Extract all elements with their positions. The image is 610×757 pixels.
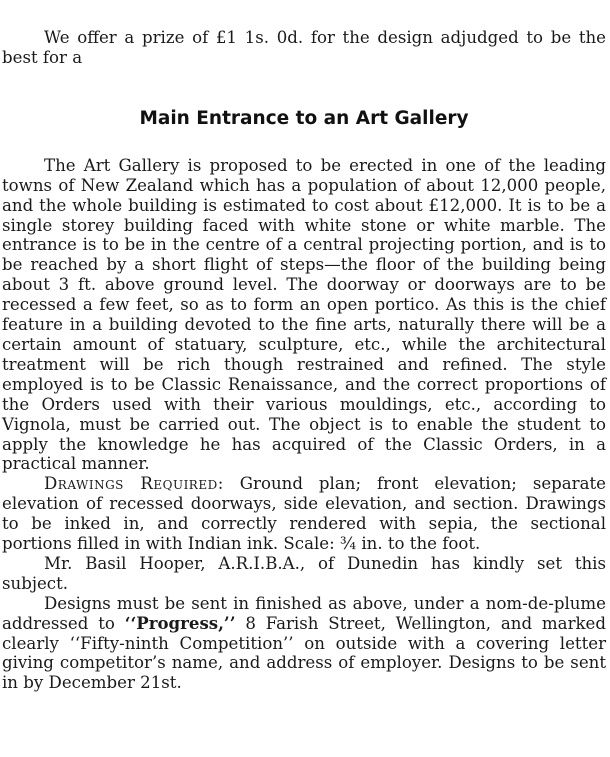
submission-text-1: Designs must be sent in finished as above, under a nom-de-plume addressed to bbox=[2, 593, 606, 633]
competition-name: ‘‘Fifty-ninth Competition’’ bbox=[69, 633, 294, 653]
submission-paragraph bbox=[2, 594, 606, 694]
drawings-heading: Drawings Required: bbox=[44, 474, 224, 494]
deadline-text: Designs to be sent in by December 21st. bbox=[2, 653, 606, 693]
credit-paragraph: Mr. Basil Hooper, A.R.I.B.A., of Dunedin has kindly set this subject. bbox=[2, 553, 606, 593]
submission-text-2: on outside with a covering letter giving competitor’s name, and address of employer. bbox=[2, 633, 606, 673]
submission-address: 8 Farish Street, Wellington, and marked clearly bbox=[2, 613, 606, 653]
intro-paragraph: We offer a prize of £1 1s. 0d. for the design adjudged to be the best for a bbox=[2, 28, 606, 67]
drawings-paragraph bbox=[2, 474, 606, 554]
article-title: Main Entrance to an Art Gallery bbox=[139, 107, 469, 129]
progress-name: ‘‘Progress,’’ bbox=[124, 612, 236, 633]
description-paragraph: The Art Gallery is proposed to be erected in one of the leading towns of New Zealand which has a population of about 12,000 people, and the whole building is estimated to cost about £12,000. It is to be a single storey building faced with white stone or white marble. The entrance is to be in the centre of a central projecting portion, and is to be reached by a short flight of steps—the floor of the building being about 3 ft. above ground level. The doorway or doorways are to be recessed a few feet, so as to form an open portico. As this is the chief feature in a building devoted to the fine arts, naturally there will be a certain amount of statuary, sculpture, etc., while the architectural treatment will be rich though restrained and refined. The style employed is to be Classic Renaissance, and the correct proportions of the Orders used with their various mouldings, etc., according to Vignola, must be carried out. The object is to enable the student to apply the knowledge he has acquired of the Classic Orders, in a practical manner. bbox=[2, 155, 606, 474]
drawings-text: Ground plan; front elevation; separate elevation of recessed doorways, side elevation, and section. Drawings to be inked in, and correctly rendered with sepia, the sectional portions filled in with Indian ink. Scale: ¾ in. to the foot. bbox=[2, 474, 606, 554]
